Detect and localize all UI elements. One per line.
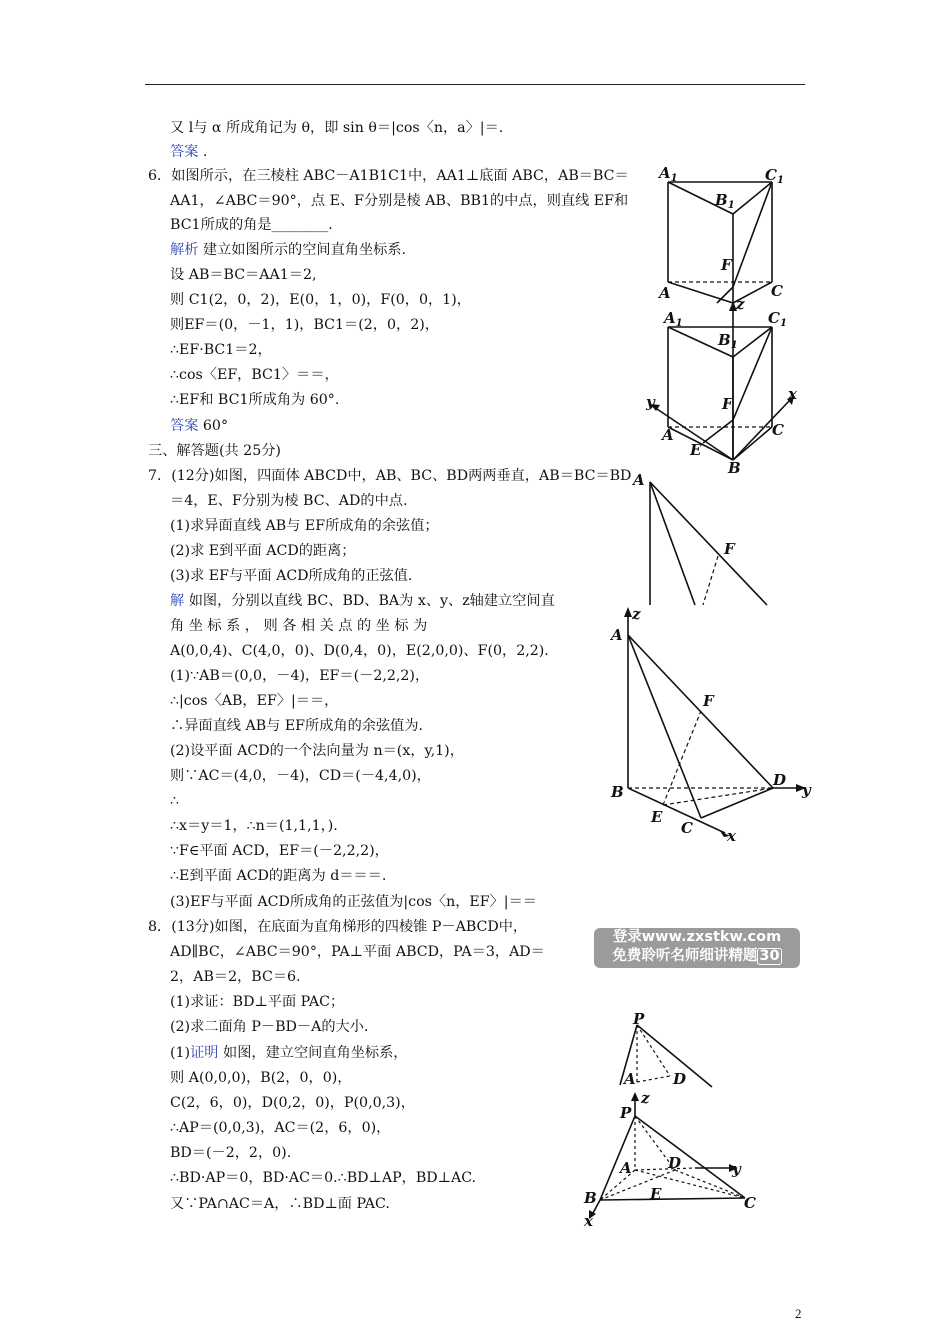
svg-text:A: A: [662, 426, 674, 444]
keyword-label: 答案: [170, 144, 199, 160]
stamp-line2: 免费聆听名师细讲精题: [612, 948, 758, 964]
text-line: 则∵AC＝(4,0，－4)，CD＝(－4,4,0)，: [170, 768, 431, 784]
svg-text:z: z: [632, 605, 641, 623]
text-line: (2)求二面角 P－BD－A的大小.: [170, 1019, 369, 1035]
svg-text:P: P: [620, 1104, 632, 1122]
svg-text:D: D: [673, 1070, 687, 1088]
keyword-label: 解析: [170, 242, 199, 258]
svg-text:x: x: [584, 1212, 593, 1228]
text-line: ∴异面直线 AB与 EF所成角的余弦值为.: [170, 718, 424, 734]
text-line: ∴cos〈EF，BC1〉＝＝，: [170, 367, 339, 383]
text-line: BD＝(－2，2，0).: [170, 1145, 292, 1161]
text-line: A(0,0,4)、C(4,0，0)、D(0,4，0)，E(2,0,0)、F(0，2,2).: [170, 643, 549, 659]
svg-text:A: A: [611, 626, 623, 644]
text-line: 答案 60°: [170, 418, 229, 434]
figure-6-prism-axes: [640, 295, 810, 479]
text-line: (3)EF与平面 ACD所成角的正弦值为|cos〈n，EF〉|＝＝: [170, 894, 537, 910]
svg-text:B1: $B_1$: [715, 191, 735, 211]
text-line: 则 C1(2，0，2)，E(0，1，0)，F(0，0，1)，: [170, 292, 471, 308]
text-line: 又 l与 α 所成角记为 θ，即 sin θ＝|cos〈n，a〉|＝.: [170, 120, 504, 136]
text-line: (2)求 E到平面 ACD的距离；: [170, 543, 356, 559]
text-line: ∴|cos〈AB，EF〉|＝＝，: [170, 693, 339, 709]
text-line: ∴EF和 BC1所成角为 60°.: [170, 392, 340, 408]
text-line: (1)求异面直线 AB与 EF所成角的余弦值；: [170, 518, 439, 534]
figure-7-tetrahedron-axes: [605, 605, 820, 849]
figure-6-prism: [655, 160, 790, 314]
svg-text:C: C: [744, 1194, 756, 1212]
text-line: 7．(12分)如图，四面体 ABCD中，AB、BC、BD两两垂直，AB＝BC＝BD: [148, 468, 632, 484]
svg-text:C: C: [681, 819, 693, 837]
svg-text:A1: $A_1$: [659, 164, 678, 184]
keyword-label: 证明: [190, 1045, 219, 1061]
text-line: BC1所成的角是________.: [170, 217, 333, 233]
svg-text:A: A: [620, 1159, 632, 1177]
text-line: 三、解答题(共 25分): [148, 443, 281, 459]
svg-text:A1: $A_1$: [664, 309, 683, 329]
svg-text:y: y: [802, 781, 811, 799]
figure-7-tetrahedron: [625, 470, 775, 614]
text-line: 6．如图所示，在三棱柱 ABC－A1B1C1中，AA1⊥底面 ABC，AB＝BC＝: [148, 168, 629, 184]
svg-text:y: y: [646, 393, 655, 411]
header-rule: [145, 84, 805, 85]
svg-text:A: A: [633, 471, 645, 489]
text-line: ∴EF·BC1＝2，: [170, 342, 272, 358]
svg-text:z: z: [736, 295, 745, 313]
text-line: 8．(13分)如图，在底面为直角梯形的四棱锥 P－ABCD中，: [148, 919, 528, 935]
keyword-label: 解: [170, 593, 185, 609]
svg-text:E: E: [651, 808, 663, 826]
text-line: 则EF＝(0，－1，1)，BC1＝(2，0，2)，: [170, 317, 439, 333]
svg-text:F: F: [703, 692, 714, 710]
figure-8-pyramid-axes: [580, 1088, 770, 1232]
svg-text:C1: $C_1$: [768, 309, 787, 329]
text-line: 2，AB＝2，BC＝6.: [170, 969, 301, 985]
svg-text:D: D: [773, 771, 787, 789]
text-line: 角 坐 标 系 ， 则 各 相 关 点 的 坐 标 为: [170, 618, 428, 634]
promo-stamp: [594, 928, 800, 968]
svg-text:F: F: [722, 395, 733, 413]
text-line: 则 A(0,0,0)，B(2，0，0)，: [170, 1070, 352, 1086]
svg-text:x: x: [727, 827, 736, 845]
text-line: ＝4，E、F分别为棱 BC、AD的中点.: [170, 493, 408, 509]
svg-text:F: F: [724, 540, 735, 558]
text-line: C(2，6，0)，D(0,2，0)，P(0,0,3)，: [170, 1095, 415, 1111]
svg-text:E: E: [690, 441, 702, 459]
text-line: AD∥BC，∠ABC＝90°，PA⊥平面 ABCD，PA＝3，AD＝: [170, 944, 545, 960]
keyword-label: 答案: [170, 418, 199, 434]
svg-text:B: B: [728, 459, 741, 475]
svg-text:D: D: [668, 1154, 682, 1172]
svg-text:B: B: [584, 1189, 597, 1207]
svg-text:x: x: [788, 385, 797, 403]
svg-text:C: C: [772, 421, 784, 439]
svg-text:C1: $C_1$: [765, 166, 784, 186]
text-line: (1)∵AB＝(0,0，－4)，EF＝(－2,2,2)，: [170, 668, 430, 684]
svg-text:A: A: [624, 1070, 636, 1088]
text-line: 解析 建立如图所示的空间直角坐标系.: [170, 242, 407, 258]
svg-text:z: z: [641, 1089, 650, 1107]
text-line: 设 AB＝BC＝AA1＝2,: [170, 267, 317, 283]
page-number: 2: [795, 1306, 802, 1321]
text-line: (1)求证：BD⊥平面 PAC；: [170, 994, 345, 1010]
svg-text:A: A: [659, 284, 671, 302]
text-line: (1)证明 如图，建立空间直角坐标系，: [170, 1045, 408, 1061]
text-line: ∴BD·AP＝0，BD·AC＝0.∴BD⊥AP，BD⊥AC.: [170, 1170, 477, 1186]
text-line: ∴E到平面 ACD的距离为 d＝＝＝.: [170, 868, 387, 884]
text-line: 解 如图，分别以直线 BC、BD、BA为 x、y、z轴建立空间直: [170, 593, 555, 609]
text-line: (3)求 EF与平面 ACD所成角的正弦值.: [170, 568, 413, 584]
text-line: (2)设平面 ACD的一个法向量为 n＝(x，y,1)，: [170, 743, 464, 759]
figure-8-pyramid: [615, 1010, 725, 1094]
text-line: ∵F∈平面 ACD，EF＝(－2,2,2)，: [170, 843, 389, 859]
text-line: ∴AP＝(0,0,3)，AC＝(2，6，0)，: [170, 1120, 391, 1136]
text-line: ∴x＝y＝1，∴n＝(1,1,1，).: [170, 818, 338, 834]
svg-text:C: C: [771, 282, 783, 300]
svg-text:B: B: [611, 783, 624, 801]
svg-text:y: y: [732, 1160, 741, 1178]
svg-text:P: P: [633, 1010, 645, 1028]
stamp-number: 30: [759, 948, 780, 964]
svg-text:E: E: [650, 1185, 662, 1203]
text-line: 答案 .: [170, 144, 208, 160]
text-line: 又∵PA∩AC＝A，∴BD⊥面 PAC.: [170, 1196, 390, 1212]
text-line: AA1，∠ABC＝90°，点 E、F分别是棱 AB、BB1的中点，则直线 EF和: [170, 193, 629, 209]
stamp-line1: 登录www.zxstkw.com: [612, 929, 782, 945]
svg-text:B1: $B_1$: [718, 331, 738, 351]
label-A1: A: [659, 164, 671, 182]
text-line: ∴: [170, 793, 180, 809]
svg-text:F: F: [721, 256, 732, 274]
